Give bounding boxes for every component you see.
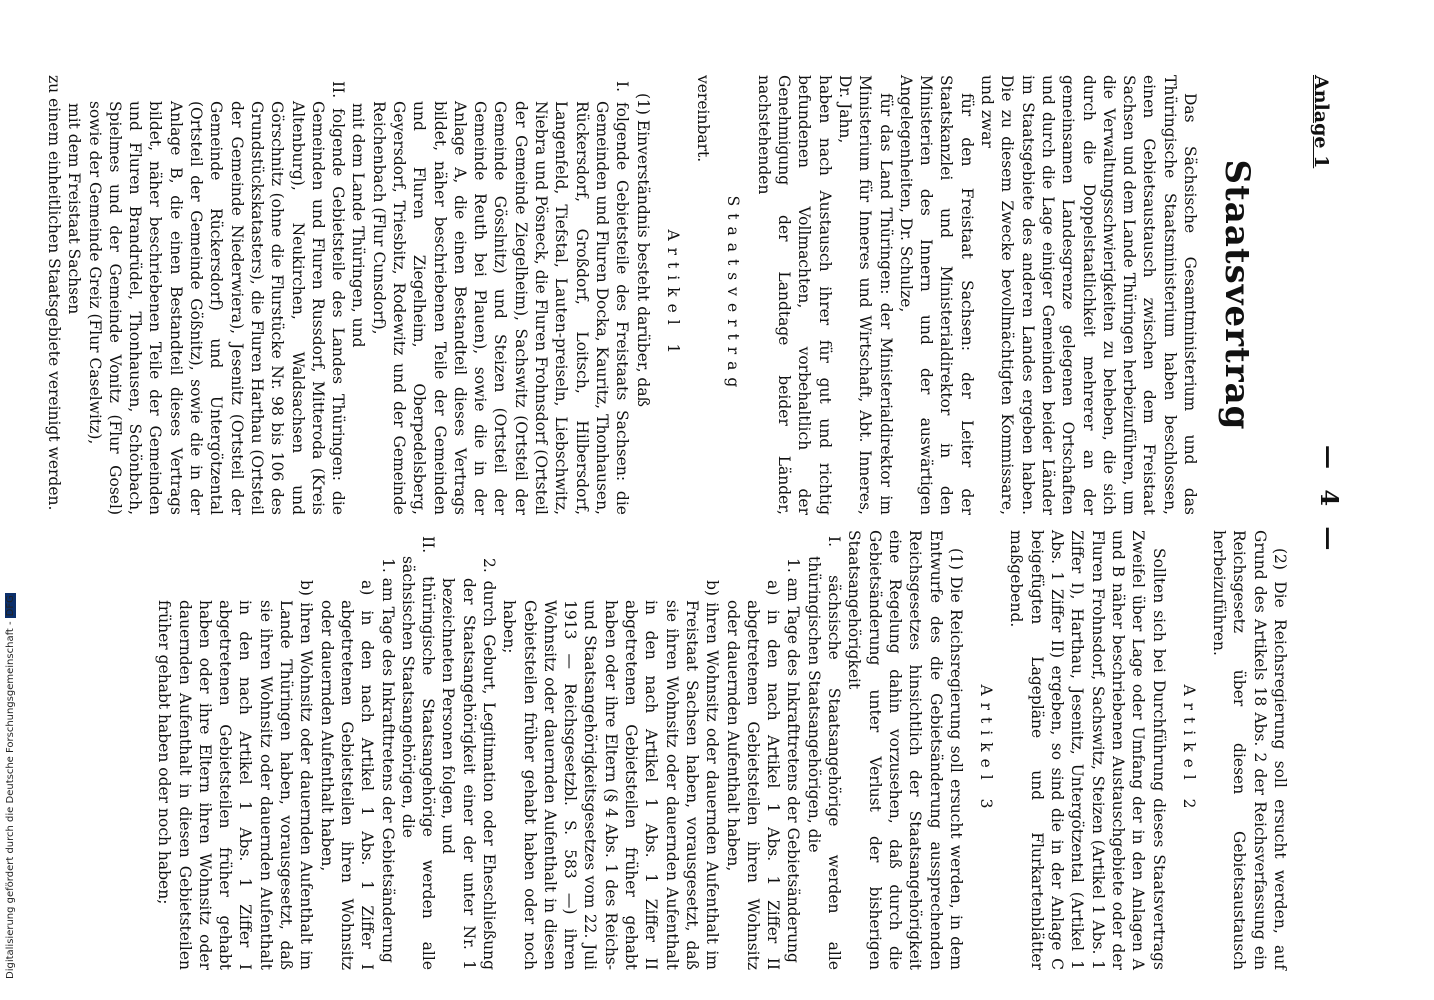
article-3-item-II-1: 1. am Tage des Inkrafttretens der Gebietsänderung bbox=[378, 558, 397, 963]
agreed-text: vereinbart. bbox=[694, 75, 713, 163]
article-3-item-I-1: 1. am Tage des Inkrafttretens der Gebietsänderung bbox=[784, 558, 803, 963]
article-3-item-I-2: 2. durch Geburt, Legitimation oder Eheschließung der Staatsangehörigkeit einer der unter Nr. 1 bezeichneten Personen folgen, und bbox=[439, 558, 499, 970]
left-column bbox=[44, 75, 1290, 515]
article-3-item-I-1b: b) ihren Wohnsitz oder dauernden Aufenthalt im Freistaat Sachsen haben, vorausgesetzt, daß sie ihren Wohnsitz oder dauernden Aufenthalt in den nach Artikel 1 Abs. 1 Ziffer II abgetretenen Gebietsteilen früher gehabt haben oder ihre Eltern (§ 4 Abs. 1 des Reichs- und Staatsangehörigkeitsgesetzes vom 22. Juli 1913 — Reichsgesetzbl. S. 583 —) ihren Wohnsitz oder dauernden Aufenthalt in diesen Gebietsteilen früher gehabt haben oder noch haben; bbox=[500, 580, 722, 970]
article-3-para-1: (1) Die Reichsregierung soll ersucht werden, in dem Entwurfe des die Gebietsänderung aussprechenden Reichsgesetzes hinsichtlich der Staatsangehörigkeit eine Regelung dahin vorzusehen, daß durch die Gebietsänderung unter Verlust der bisherigen Staatsangehörigkeit bbox=[845, 530, 965, 970]
page-header bbox=[1290, 75, 1350, 975]
attachment-label: Anlage 1 bbox=[1310, 75, 1332, 169]
document-title: Staatsvertrag bbox=[1217, 159, 1257, 431]
funding-text: Digitalisierung gefördert durch die Deutsche Forschungsgemeinschaft - bbox=[5, 621, 16, 979]
article-1-para-2: (2) Die Reichsregierung soll ersucht werden, auf Grund des Artikels 18 Abs. 2 der Reichsverfassung ein Reichsgesetz über diesen Gebietsaustausch herbeizuführen. bbox=[1210, 530, 1289, 970]
article-2-heading: Artikel 2 bbox=[1179, 684, 1198, 816]
article-1-item-I: I. folgende Gebietsteile des Freistaats Sachsen: die Gemeinden und Fluren Docka, Kauritz, Thonhausen, Rückersdorf, Großdorf, Loitsch, Hilbersdorf, Langenfeld, Tiefstal, Lauten-preiseln, Liebschwitz, Niebra und Pösneck, die Fluren Frohnsdorf (Ortsteil der Gemeinde Ziegelheim), Sachswitz (Ortsteil der Gemeinde Gösslnitz) und Steizen (Ortsteil der Gemeinde Reuth bei Plauen), sowie die in der Anlage A, die einen Bestandteil dieses Vertrags bildet, näher beschriebenen Teile der Gemeinden und Fluren Ziegelheim, Oberpedelsberg, Geyersdorf, Triesbitz, Rodewitz und der Gemeinde Reichenbach (Flur Cunsdorf), bbox=[369, 81, 632, 515]
article-3-heading: Artikel 3 bbox=[977, 684, 996, 816]
article-3-item-I: I. sächsische Staatsangehörige werden alle thüringischen Staatsangehörigen, die bbox=[804, 536, 844, 970]
article-3-item-II: II. thüringische Staatsangehörige werden alle sächsischen Staatsangehörigen, die bbox=[398, 536, 438, 970]
commissioner-thuringia: für das Land Thüringen: der Ministerialdirektor im Ministerium für Inneres und Wirtschaft, Abt. Inneres, Dr. Jahn, bbox=[835, 75, 895, 515]
article-1-item-II-end: mit dem Freistaat Sachsen bbox=[65, 103, 84, 315]
right-column bbox=[154, 530, 1290, 970]
closing-paragraph: haben nach Austausch ihrer für gut und richtig befundenen Vollmachten, vorbehaltlich der Genehmigung der Landtage beider Länder, nachstehenden bbox=[754, 75, 834, 515]
article-1-item-II: II. folgende Gebietsteile des Landes Thüringen: die Gemeinden und Fluren Russdorf, Mitteroda (Kreis Altenburg), Neukirchen, Waldsachsen und Görschnitz (ohne die Flurstücke Nr. 98 bis 106 des Grundstückskatasters), die Fluren Harthau (Ortsteil der Gemeinde Niederwiera), Jesenitz (Ortsteil der Gemeinde Rückersdorf) und Untergötzental (Ortsteil der Gemeinde Gößnitz), sowie die in der Anlage B, die einen Bestandteil dieses Vertrags bildet, näher beschriebenen Teile der Gemeinden und Fluren Brandrüdel, Thonhausen, Schönbach, Spielmes und der Gemeinde Vonitz (Flur Gosel) sowie der Gemeinde Greiz (Flur Caselwitz), bbox=[85, 81, 348, 515]
article-2-text: Sollten sich bei Durchführung dieses Staatsvertrags Zweifel über Lage oder Umfang der in den Anlagen A und B näher beschriebenen Austauschgebiete oder der Fluren Frohnsdorf, Sachswitz, Steizen (Artikel 1 Abs. 1 Ziffer I), Harthau, Jesenitz, Untergötzental (Artikel 1 Abs. 1 Ziffer II) ergeben, so sind die in der Anlage C beigefügten Lagepläne und Flurkartenblätter maßgebend. bbox=[1007, 530, 1168, 970]
article-3-item-II-1b: b) ihren Wohnsitz oder dauernden Aufenthalt im Lande Thüringen haben, vorausgesetzt, daß sie ihren Wohnsitz oder dauernden Aufenthalt in den nach Artikel 1 Abs. 1 Ziffer I abgetretenen Gebietsteilen früher gehabt haben oder ihre Eltern ihren Wohnsitz oder dauernden Aufenthalt in diesen Gebietsteilen früher gehabt haben oder noch haben; bbox=[155, 580, 316, 970]
page-number: — 4 — bbox=[1315, 445, 1344, 557]
intro-paragraph: Das Sächsische Gesamtministerium und das Thüringische Staatsministerium haben beschlossen, einen Gebietsaustausch zwischen dem Freistaat Sachsen und dem Lande Thüringen herbeizuführen, um die Verwaltungsschwierigkeiten zu beheben, die sich durch die Doppelstaatlichkeit mehrerer an der gemeinsamen Landesgrenze gelegenen Ortschaften und durch die Lage einiger Gemeinden beider Länder im Staatsgebiete des anderen Landes ergeben haben. Die zu diesem Zwecke bevollmächtigten Kommissare, und zwar bbox=[978, 75, 1199, 515]
article-1-item-I-end: mit dem Lande Thüringen, und bbox=[349, 103, 368, 348]
article-1-heading: Artikel 1 bbox=[663, 229, 682, 361]
document-page bbox=[44, 75, 1350, 975]
treaty-heading: Staatsvertrag bbox=[724, 195, 743, 395]
article-3-item-I-1a: a) in den nach Artikel 1 Abs. 1 Ziffer II abgetretenen Gebietsteilen ihren Wohnsitz oder dauernden Aufenthalt haben, bbox=[723, 580, 783, 970]
funding-note bbox=[5, 590, 25, 990]
article-3-item-II-1a: a) in den nach Artikel 1 Abs. 1 Ziffer I abgetretenen Gebietsteilen ihren Wohnsitz oder dauernden Aufenthalt haben, bbox=[317, 580, 377, 970]
dfg-logo: DFG bbox=[5, 595, 16, 617]
commissioner-saxony: für den Freistaat Sachsen: der Leiter der Staatskanzlei und Ministerialdirektor in den Ministerien des Innern und der auswärtigen Angelegenheiten, Dr. Schulze, bbox=[896, 75, 976, 515]
funding-note-text bbox=[5, 593, 16, 979]
article-1-intro: (1) Einverständnis besteht darüber, daß bbox=[633, 93, 652, 407]
article-1-final: zu einem einheitlichen Staatsgebiete vereinigt werden. bbox=[44, 75, 63, 511]
